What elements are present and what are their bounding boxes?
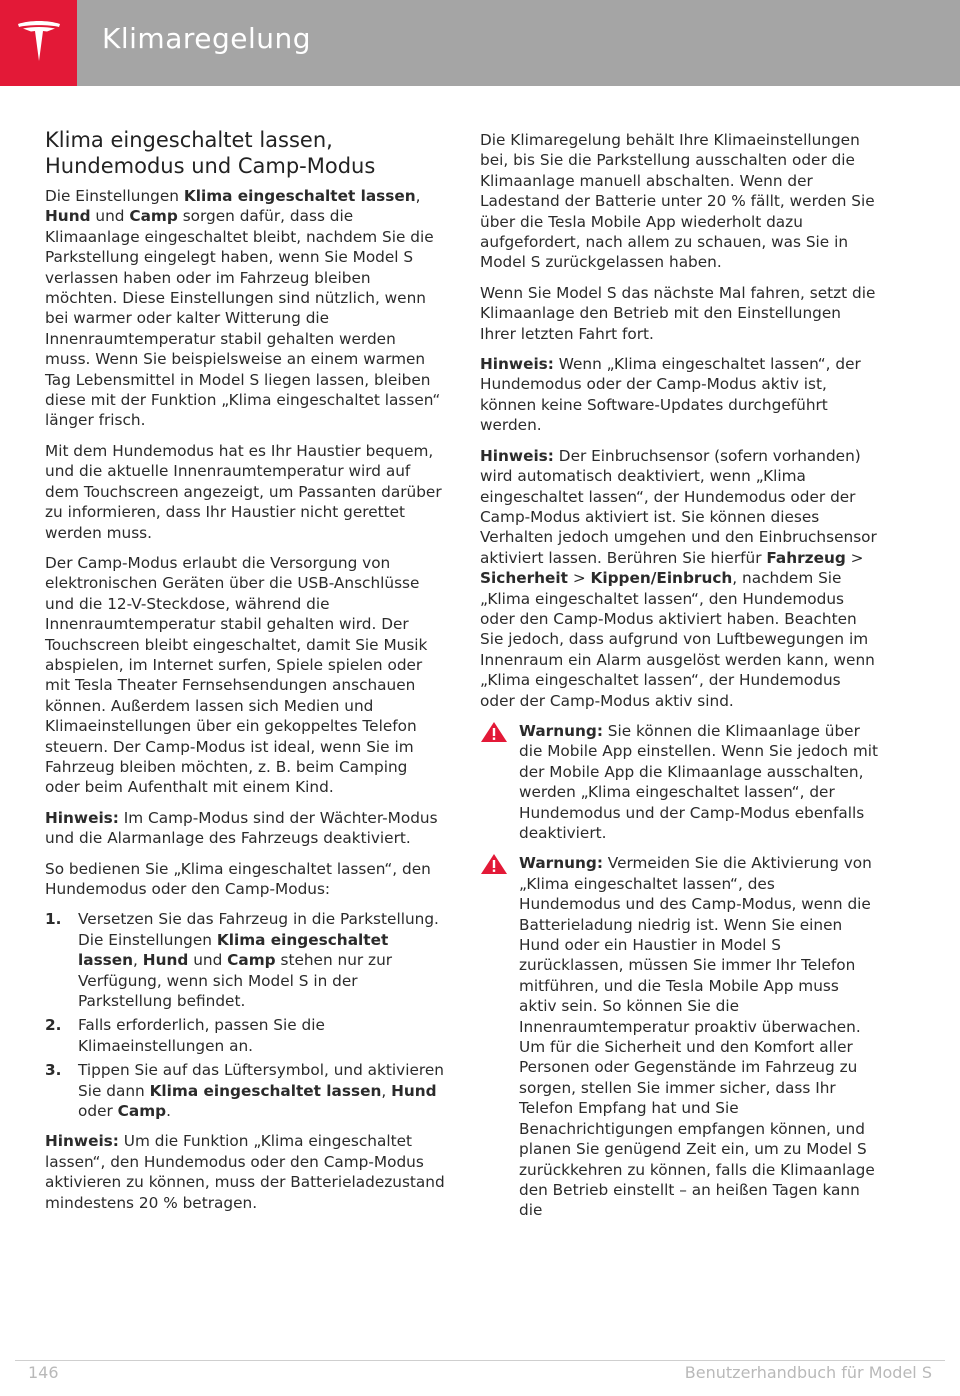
- note-software-updates: Hinweis: Wenn „Klima eingeschaltet lassen“, der Hundemodus oder der Camp-Modus aktiv ist, können keine Software-Updates durchgeführt werden.: [480, 355, 861, 435]
- section-title: Klima eingeschaltet lassen, Hundemodus und Camp-Modus: [45, 128, 376, 178]
- step-item: 3. Tippen Sie auf das Lüftersymbol, und aktivieren Sie dann Klima eingeschaltet lassen, Hund oder Camp.: [45, 1061, 444, 1121]
- chapter-title: Klimaregelung: [102, 22, 312, 55]
- next-drive-paragraph: Wenn Sie Model S das nächste Mal fahren, setzt die Klimaanlage den Betrieb mit den Einstellungen Ihrer letzten Fahrt fort.: [480, 283, 876, 343]
- warning-mobile-app: Warnung: Sie können die Klimaanlage über die Mobile App einstellen. Wenn Sie jedoch mit der Mobile App die Klimaanlage ausschalten, werden „Klima eingeschaltet lassen“, der Hundemodus und der Camp-Modus ebenfalls deaktiviert.: [480, 721, 880, 843]
- retain-settings-paragraph: Die Klimaregelung behält Ihre Klimaeinstellungen bei, bis Sie die Parkstellung ausschalten oder die Klimaanlage manuell abschalten. Wenn der Ladestand der Batterie unter 20 % fällt, werden Sie über die Tesla Mobile App wiederholt dazu aufgefordert, nach allem zu schauen, was Sie in Model S zurückgelassen haben.: [480, 131, 875, 272]
- tesla-logo-icon: [14, 17, 64, 67]
- step-item: 2. Falls erforderlich, passen Sie die Klimaeinstellungen an.: [45, 1016, 325, 1055]
- header-bar: [0, 0, 960, 86]
- steps-list: [45, 909, 445, 1121]
- note-battery: Hinweis: Um die Funktion „Klima eingeschaltet lassen“, den Hundemodus oder den Camp-Modus aktivieren zu können, muss der Batterieladezustand mindestens 20 % betragen.: [45, 1132, 445, 1212]
- page-number: 146: [28, 1363, 59, 1382]
- right-column: [480, 130, 880, 1231]
- logo-box: [0, 0, 77, 86]
- manual-title: Benutzerhandbuch für Model S: [684, 1363, 932, 1382]
- warning-triangle-icon: [480, 721, 508, 743]
- left-column: [45, 127, 445, 1223]
- note-intrusion-sensor: Hinweis: Der Einbruchsensor (sofern vorhanden) wird automatisch deaktiviert, wenn „Klima eingeschaltet lassen“, der Hundemodus oder der Camp-Modus aktiviert ist. Sie können dieses Verhalten jedoch umgehen und den Einbruchsensor aktiviert lassen. Berühren Sie hierfür Fahrzeug > Sicherheit > Kippen/Einbruch, nachdem Sie „Klima eingeschaltet lassen“, den Hundemodus oder den Camp-Modus aktiviert haben. Beachten Sie jedoch, dass aufgrund von Luftbewegungen im Innenraum ein Alarm ausgelöst werden kann, wenn „Klima eingeschaltet lassen“, der Hundemodus oder der Camp-Modus aktiv sind.: [480, 446, 877, 710]
- footer-divider: [15, 1360, 945, 1361]
- warning-low-battery: Warnung: Vermeiden Sie die Aktivierung von „Klima eingeschaltet lassen“, des Hundemodus und des Camp-Modus, wenn die Batterieladung niedrig ist. Wenn Sie einen Hund oder ein Haustier in Model S zurücklassen, müssen Sie immer Ihr Telefon mitführen, und die Tesla Mobile App muss aktiv sein. So können Sie die Innenraumtemperatur proaktiv überwachen. Um für die Sicherheit und den Komfort aller Personen oder Gegenstände im Fahrzeug zu sorgen, stellen Sie immer sicher, dass Ihr Telefon Empfang hat und Sie Benachrichtigungen empfangen können, und planen Sie genügend Zeit ein, um zu Model S zurückkehren zu können, falls die Klimaanlage den Betrieb einstellt – an heißen Tagen kann die: [480, 853, 880, 1220]
- dog-mode-paragraph: Mit dem Hundemodus hat es Ihr Haustier bequem, und die aktuelle Innenraumtemperatur wird auf dem Touchscreen angezeigt, um Passanten darüber zu informieren, dass Ihr Haustier nicht gerettet werden muss.: [45, 441, 442, 542]
- camp-mode-paragraph: Der Camp-Modus erlaubt die Versorgung von elektronischen Geräten über die USB-Anschlüsse und die 12-V-Steckdose, während die Innenraumtemperatur stabil gehalten wird. Der Touchscreen bleibt eingeschaltet, damit Sie Musik abspielen, im Internet surfen, Spiele spielen oder mit Tesla Theater Fernsehsendungen anschauen können. Außerdem lassen sich Medien und Klimaeinstellungen über ein gekoppeltes Telefon steuern. Der Camp-Modus ist ideal, wenn Sie im Fahrzeug bleiben möchten, z. B. beim Camping oder beim Aufenthalt mit einem Kind.: [45, 553, 428, 797]
- intro-paragraph: Die Einstellungen Klima eingeschaltet lassen, Hund und Camp sorgen dafür, dass die Klimaanlage eingeschaltet bleibt, nachdem Sie die Parkstellung eingelegt haben, wenn Sie Model S verlassen haben oder im Fahrzeug bleiben möchten. Diese Einstellungen sind nützlich, wenn bei warmer oder kalter Witterung die Innenraumtemperatur stabil gehalten werden muss. Wenn Sie beispielsweise an einem warmen Tag Lebensmittel in Model S liegen lassen, bleiben diese mit der Funktion „Klima eingeschaltet lassen“ länger frisch.: [45, 187, 441, 430]
- warning-triangle-icon: [480, 853, 508, 875]
- instructions-intro: So bedienen Sie „Klima eingeschaltet lassen“, den Hundemodus oder den Camp-Modus:: [45, 859, 431, 898]
- step-item: 1. Versetzen Sie das Fahrzeug in die Parkstellung. Die Einstellungen Klima eingeschaltet lassen, Hund und Camp stehen nur zur Verfügung, wenn sich Model S in der Parkstellung befindet.: [45, 910, 439, 1011]
- note-camp-mode: Hinweis: Im Camp-Modus sind der Wächter-Modus und die Alarmanlage des Fahrzeugs deaktiviert.: [45, 808, 438, 848]
